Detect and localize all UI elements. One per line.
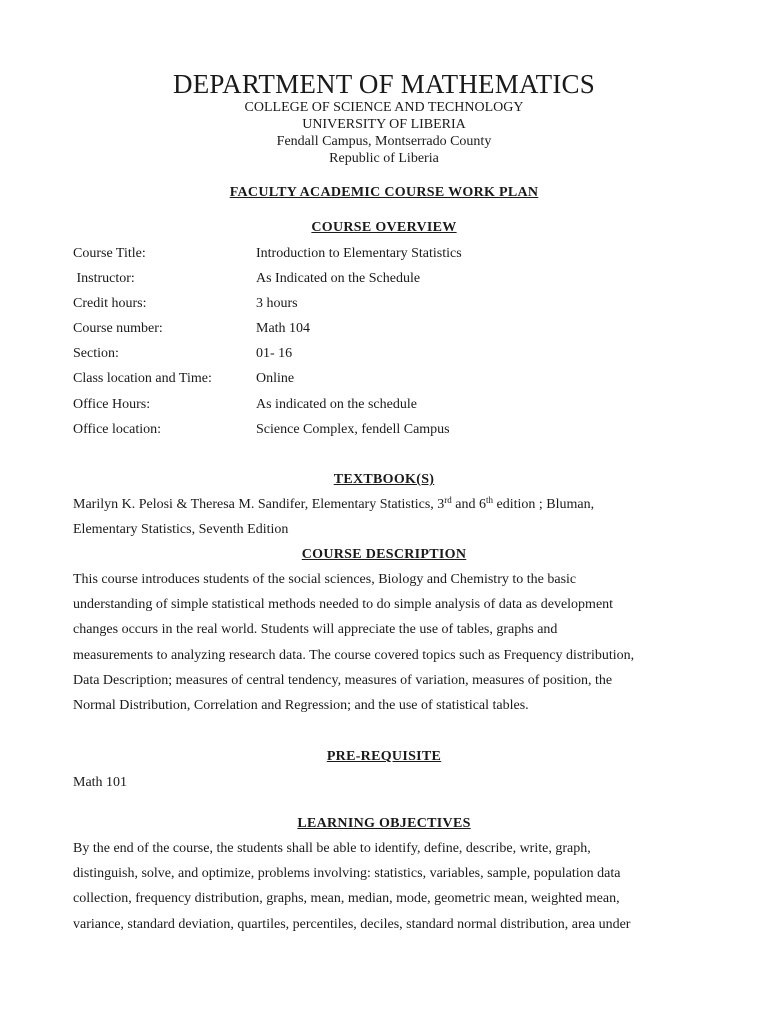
overview-value: As indicated on the schedule — [256, 397, 417, 412]
description-line: understanding of simple statistical methods needed to do simple analysis of data as development — [73, 597, 614, 613]
objectives-line: variance, standard deviation, quartiles, percentiles, deciles, standard normal distribution, area under — [73, 916, 631, 932]
overview-value: Math 104 — [256, 321, 311, 336]
objectives-line: By the end of the course, the students shall be able to identify, define, describe, write, graph, — [73, 841, 591, 856]
learning-objectives-heading: LEARNING OBJECTIVES — [297, 816, 471, 831]
textbooks-line-2: Elementary Statistics, Seventh Edition — [73, 522, 289, 538]
course-description-text — [73, 567, 698, 718]
textbooks-line-1: Marilyn K. Pelosi & Theresa M. Sandifer, Elementary Statistics, 3rd and 6th edition ; Bluman, — [73, 495, 595, 512]
overview-label: Class location and Time: — [73, 371, 212, 386]
description-line: Data Description; measures of central tendency, measures of variation, measures of position, the — [73, 672, 613, 688]
overview-value: Online — [256, 371, 295, 386]
overview-label: Office location: — [73, 422, 161, 437]
overview-label: Office Hours: — [73, 397, 151, 412]
campus-location: Fendall Campus, Montserrado County — [276, 134, 492, 149]
description-line: Normal Distribution, Correlation and Regression; and the use of statistical tables. — [73, 698, 529, 714]
course-description-heading: COURSE DESCRIPTION — [301, 547, 467, 562]
overview-label: Course number: — [73, 321, 163, 336]
textbooks-heading: TEXTBOOK(S) — [333, 472, 435, 487]
overview-value: 3 hours — [256, 296, 298, 311]
objectives-line: collection, frequency distribution, graphs, mean, median, mode, geometric mean, weighted mean, — [73, 891, 620, 907]
objectives-line: distinguish, solve, and optimize, problems involving: statistics, variables, sample, population data — [73, 866, 621, 882]
textbooks-text — [73, 492, 698, 542]
description-line: measurements to analyzing research data. The course covered topics such as Frequency distribution, — [73, 647, 635, 663]
description-line: This course introduces students of the social sciences, Biology and Chemistry to the basic — [73, 572, 577, 587]
learning-objectives-text — [73, 836, 698, 937]
country-name: Republic of Liberia — [329, 151, 439, 166]
college-name: COLLEGE OF SCIENCE AND TECHNOLOGY — [244, 100, 524, 115]
prerequisite-value: Math 101 — [73, 775, 128, 790]
overview-value: 01- 16 — [256, 346, 293, 361]
university-name: UNIVERSITY OF LIBERIA — [302, 117, 466, 132]
overview-label: Section: — [73, 346, 119, 361]
overview-value: As Indicated on the Schedule — [256, 271, 421, 286]
overview-value: Science Complex, fendell Campus — [256, 422, 450, 437]
overview-label: Instructor: — [73, 271, 135, 286]
plan-title: FACULTY ACADEMIC COURSE WORK PLAN — [229, 185, 539, 200]
overview-value: Introduction to Elementary Statistics — [256, 246, 462, 261]
overview-label: Course Title: — [73, 246, 146, 261]
prerequisite-heading: PRE-REQUISITE — [326, 749, 442, 764]
description-line: changes occurs in the real world. Students will appreciate the use of tables, graphs and — [73, 622, 558, 638]
overview-label: Credit hours: — [73, 296, 147, 311]
course-overview-heading: COURSE OVERVIEW — [311, 220, 457, 235]
department-title: DEPARTMENT OF MATHEMATICS — [173, 69, 595, 99]
